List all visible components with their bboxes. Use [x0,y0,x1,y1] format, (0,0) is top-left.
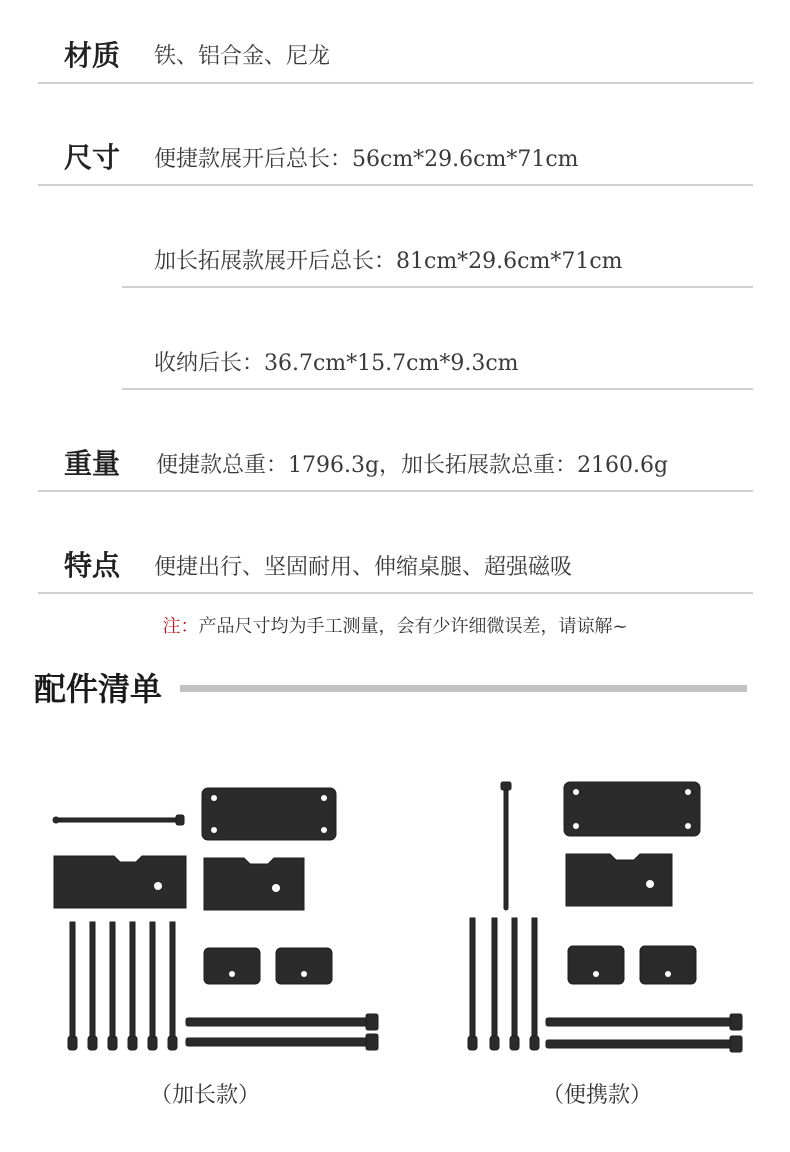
divider [38,490,753,492]
measurement-note [0,612,790,638]
spec-label-material: 材质 [64,39,121,72]
spec-value-material: 铁、铝合金、尼龙 [154,44,331,69]
divider [122,286,753,288]
divider [38,592,753,594]
section-title: 配件清单 [34,670,163,708]
kit-portable-caption: （便携款） [542,1083,653,1108]
note-text: 产品尺寸均为手工测量，会有少许细微误差，请谅解~ [198,616,628,637]
spec-value-size-compact: 便捷款展开后总长：56cm*29.6cm*71cm [154,147,579,172]
kit-portable-parts-illustration [440,770,790,1070]
kit-extended-parts-illustration [40,770,400,1070]
spec-row-weight [38,428,753,530]
spec-row-size [38,122,753,224]
spec-value-features: 便捷出行、坚固耐用、伸缩桌腿、超强磁吸 [154,555,573,580]
spec-row-size-extended [38,224,753,326]
spec-row-material [38,20,753,122]
divider [38,184,753,186]
spec-label-size: 尺寸 [64,141,121,174]
spec-value-weight: 便捷款总重：1796.3g，加长拓展款总重：2160.6g [156,453,669,478]
kit-extended-caption: （加长款） [150,1083,261,1108]
divider [122,388,753,390]
section-title-bar [180,685,747,692]
spec-label-features: 特点 [64,549,121,582]
divider [38,82,753,84]
kit-extended-image [40,770,400,1070]
spec-row-size-folded [38,326,753,428]
spec-value-size-extended: 加长拓展款展开后总长：81cm*29.6cm*71cm [154,249,623,274]
spec-label-weight: 重量 [64,447,121,480]
spec-value-size-folded: 收纳后长：36.7cm*15.7cm*9.3cm [154,351,519,376]
note-prefix: 注： [162,616,199,637]
kit-portable-image [440,770,790,1070]
